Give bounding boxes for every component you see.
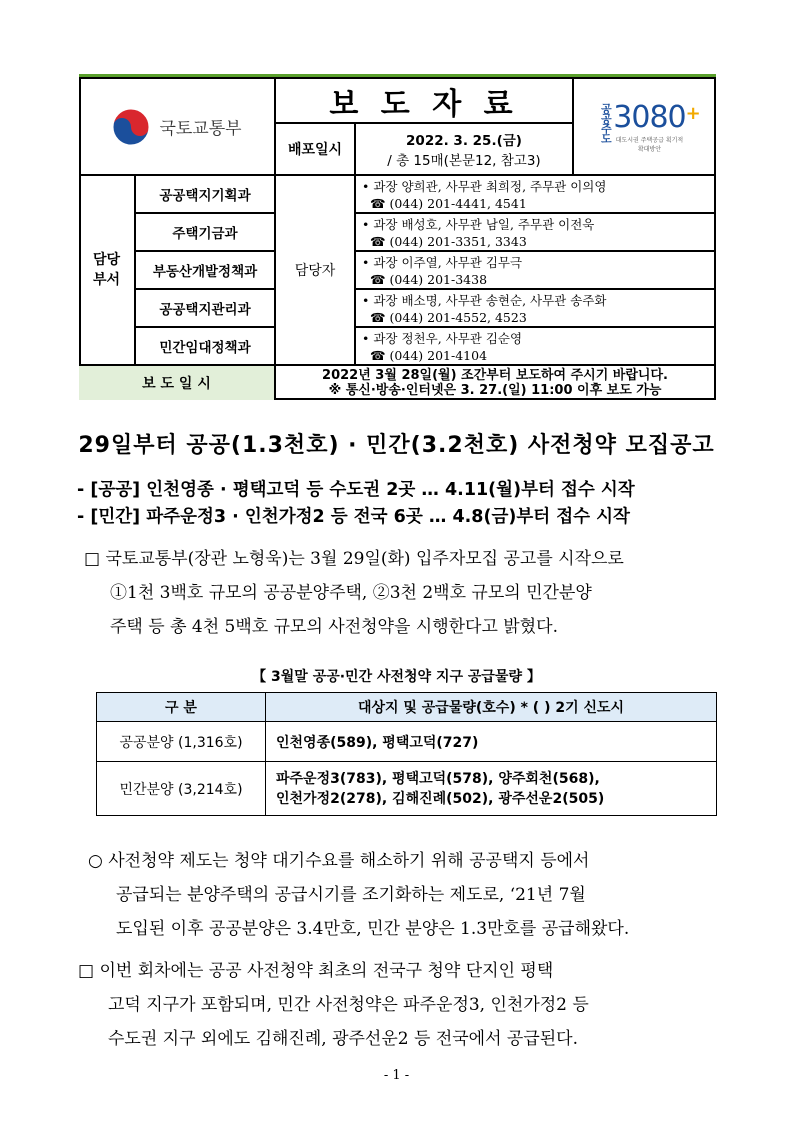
phone-number: ☎ (044) 201-4441, 4541 [370,196,527,211]
paragraph-line: 도입된 이후 공공분양은 3.4만호, 민간 분양은 1.3만호를 공급해왔다. [116,919,630,939]
contact-cell [355,327,714,365]
table-row [97,762,717,816]
logo-caption: 대도시권 주택공급 획기적 확대방안 [615,137,684,153]
contact-cell [355,251,714,289]
table-row [97,722,717,762]
dept-name-cell [135,251,275,289]
release-date-cell [355,123,573,175]
dept-label: 담당 부서 [92,252,121,288]
paragraph-line: 국토교통부(장관 노형욱)는 3월 29일(화) 입주자모집 공고를 시작으로 [105,549,624,569]
table-cell: 공공분양 (1,316호) [97,722,266,762]
dept-name: 부동산개발정책과 [152,264,258,280]
staff-names: • 과장 양희관, 사무관 최희정, 주무관 이의영 [362,179,607,194]
paragraph [78,954,724,1056]
staff-names: • 과장 배소명, 사무관 송현순, 사무관 송주화 [362,293,607,308]
paragraph-line: 이번 회차에는 공공 사전청약 최초의 전국구 청약 단지인 평택 [99,961,554,981]
ministry-logo-cell [79,79,275,175]
dept-name-cell [135,213,275,251]
release-date: 2022. 3. 25.(금) [406,133,522,149]
contact-cell [355,289,714,327]
dept-name: 민간임대정책과 [159,340,251,356]
dept-name-cell [135,289,275,327]
logo-small-text: 공공주도 [599,102,613,143]
logo-3080-cell [573,79,714,175]
dept-name: 공공택지기획과 [159,188,251,204]
contact-cell [355,213,714,251]
staff-names: • 과장 배성호, 사무관 남일, 주무관 이전욱 [362,217,595,232]
contact-label: 담당자 [294,263,336,279]
doc-type-title: 보 도 자 료 [329,86,519,122]
paragraph [84,542,724,644]
embargo-line: ※ 통신·방송·인터넷은 3. 27.(일) 11:00 이후 보도 가능 [328,383,662,398]
embargo-cell [275,365,714,400]
table-header: 구 분 [97,693,266,722]
paragraph-line: 주택 등 총 4천 5백호 규모의 사전청약을 시행한다고 밝혔다. [110,617,558,637]
plus-icon: + [685,103,701,124]
supply-table [96,692,717,816]
release-label-cell [275,123,355,175]
release-pages: / 총 15매(본문12, 참고3) [387,153,541,169]
embargo-label-cell [79,365,275,400]
paragraph-line: 고덕 지구가 포함되며, 민간 사전청약은 파주운정3, 인천가정2 등 [108,995,589,1015]
phone-number: ☎ (044) 201-4104 [370,348,488,363]
ministry-emblem-icon [111,107,151,147]
staff-names: • 과장 정천우, 사무관 김순영 [362,331,523,346]
paragraph-line: 수도권 지구 외에도 김해진례, 광주선운2 등 전국에서 공급된다. [108,1029,578,1049]
embargo-label: 보 도 일 시 [142,376,211,392]
logo-number: 3080 [613,100,686,135]
release-label: 배포일시 [287,142,343,158]
table-cell: 민간분양 (3,214호) [97,762,266,816]
subtitle: - [민간] 파주운정3 · 인천가정2 등 전국 6곳 … 4.8(금)부터 접수 시작 [77,507,630,527]
contact-label-cell [275,175,355,365]
table-header: 대상지 및 공급물량(호수) * ( ) 2기 신도시 [266,693,717,722]
paragraph-line: 공급되는 분양주택의 공급시기를 조기화하는 제도로, ‘21년 7월 [116,885,586,905]
dept-name: 공공택지관리과 [159,302,251,318]
dept-name-cell [135,175,275,213]
bullet-marker: ○ [88,851,103,871]
phone-number: ☎ (044) 201-4552, 4523 [370,310,527,325]
logo-3080 [587,100,700,153]
table-cell [266,762,717,816]
paragraph-line: ①1천 3백호 규모의 공공분양주택, ②3천 2백호 규모의 민간분양 [110,583,592,603]
headline: 29일부터 공공(1.3천호) · 민간(3.2천호) 사전청약 모집공고 [78,433,715,458]
table-cell-line: 인천가정2(278), 김해진례(502), 광주선운2(505) [276,790,605,807]
bullet-marker: □ [84,549,101,569]
phone-number: ☎ (044) 201-3351, 3343 [370,234,527,249]
table-cell-line: 파주운정3(783), 평택고덕(578), 양주회천(568), [276,770,600,787]
subtitle: - [공공] 인천영종 · 평택고덕 등 수도권 2곳 … 4.11(월)부터 접수 시작 [77,480,635,500]
phone-number: ☎ (044) 201-3438 [370,272,488,287]
ministry-name: 국토교통부 [159,119,242,139]
table-header-row [97,693,717,722]
table-cell: 인천영종(589), 평택고덕(727) [266,722,717,762]
page-number: - 1 - [383,1068,410,1083]
bullet-marker: □ [78,961,95,981]
paragraph [88,844,728,946]
dept-name-cell [135,327,275,365]
embargo-line: 2022년 3월 28일(월) 조간부터 보도하여 주시기 바랍니다. [322,368,668,383]
doc-type-cell [275,79,573,123]
contact-cell [355,175,714,213]
paragraph-line: 사전청약 제도는 청약 대기수요를 해소하기 위해 공공택지 등에서 [108,851,590,871]
staff-names: • 과장 이주열, 사무관 김무극 [362,255,523,270]
table-caption: 【 3월말 공공·민간 사전청약 지구 공급물량 】 [252,669,541,685]
dept-label-cell [79,175,135,365]
dept-name: 주택기금과 [172,226,238,242]
